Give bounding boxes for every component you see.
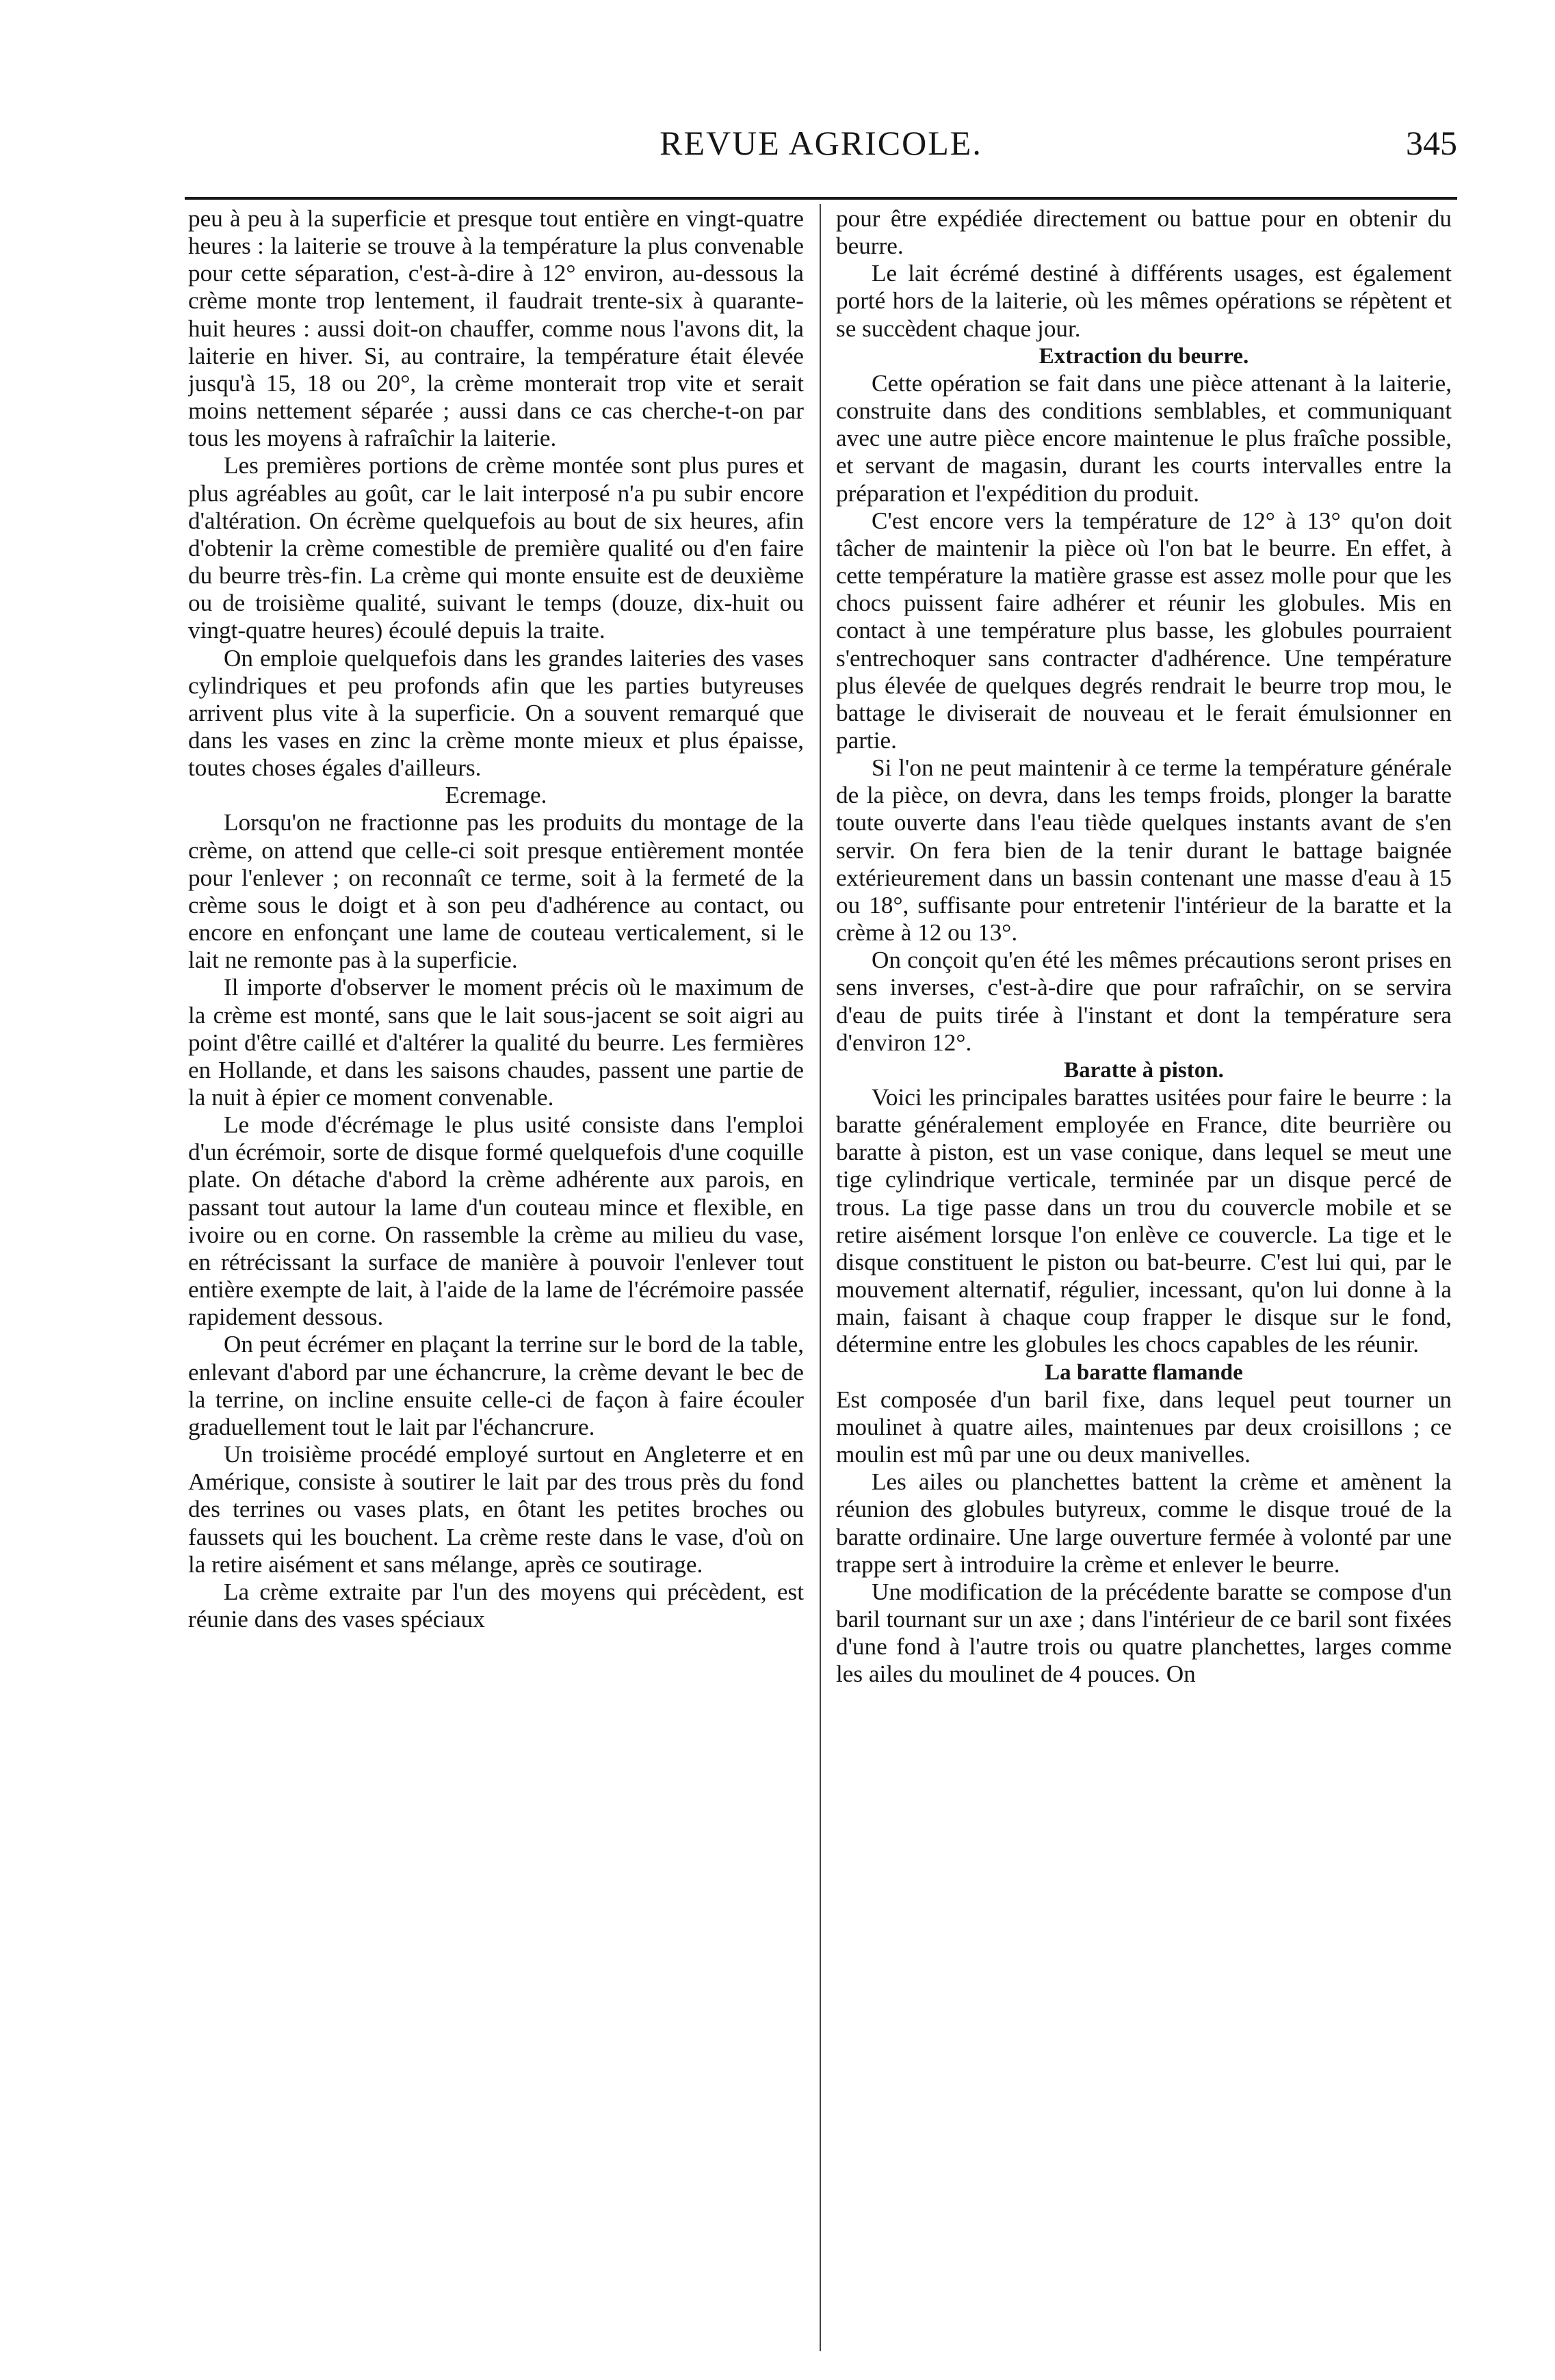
right-column [836,205,1452,2353]
section-heading-extraction: Extraction du beurre. [1038,343,1249,369]
paragraph: On peut écrémer en plaçant la terrine sur le bord de la table, enlevant d'abord par une échancrure, la crème devant le bec de la terrine, on incline ensuite celle-ci de façon à faire écouler graduellement tout le lait par l'échancrure. [188,1331,804,1440]
column-divider [820,204,821,2351]
section-heading-baratte-piston: Baratte à piston. [1064,1057,1224,1083]
paragraph: Si l'on ne peut maintenir à ce terme la température générale de la pièce, on devra, dans les temps froids, plonger la baratte toute ouverte dans l'eau tiède quelques instants avant de s'en servir. On fera bien de la tenir durant le battage baignée extérieurement dans un bassin contenant une masse d'eau à 15 ou 18°, suffisante pour entretenir l'intérieur de la baratte et la crème à 12 ou 13°. [836,754,1452,947]
paragraph: C'est encore vers la température de 12° à 13° qu'on doit tâcher de maintenir la pièce où l'on bat le beurre. En effet, à cette température la matière grasse est assez molle pour que les chocs puissent faire adhérer et réunir les globules. Mis en contact à une température plus basse, les globules pourraient s'entrechoquer sans contracter d'adhérence. Une température plus élevée de quelques degrés rendrait le beurre trop mou, le battage le diviserait de nouveau et le ferait émulsionner en partie. [836,507,1452,754]
page-number: 345 [1406,124,1457,162]
paragraph: Le mode d'écrémage le plus usité consiste dans l'emploi d'un écrémoir, sorte de disque formé quelquefois d'une coquille plate. On détache d'abord la crème adhérente aux parois, en passant tout autour la lame d'un couteau mince et flexible, en ivoire ou en corne. On rassemble la crème au milieu du vase, en rétrécissant la surface de manière à pouvoir l'enlever tout entière exempte de lait, à l'aide de la lame de l'écrémoire passée rapidement dessous. [188,1111,804,1331]
left-column [188,205,804,2353]
paragraph: Cette opération se fait dans une pièce attenant à la laiterie, construite dans des conditions semblables, et communiquant avec une autre pièce encore maintenue le plus fraîche possible, et servant de magasin, durant les courts intervalles entre la préparation et l'expédition du produit. [836,369,1452,507]
paragraph: Il importe d'observer le moment précis où le maximum de la crème est monté, sans que le lait sous-jacent se soit aigri au point d'être caillé et d'altérer la qualité du beurre. Les fermières en Hollande, et dans les saisons chaudes, passent une partie de la nuit à épier ce moment convenable. [188,974,804,1111]
paragraph: Les premières portions de crème montée sont plus pures et plus agréables au goût, car le lait interposé n'a pu subir encore d'altération. On écrème quelquefois au bout de six heures, afin d'obtenir la crème comestible de première qualité ou d'en faire du beurre très-fin. La crème qui monte ensuite est de deuxième ou de troisième qualité, suivant le temps (douze, dix-huit ou vingt-quatre heures) écoulé depuis la traite. [188,452,804,644]
paragraph: Une modification de la précédente baratte se compose d'un baril tournant sur un axe ; dans l'intérieur de ce baril sont fixées d'une fond à l'autre trois ou quatre planchettes, larges comme les ailes du moulinet de 4 pouces. On [836,1578,1452,1688]
paragraph: Les ailes ou planchettes battent la crème et amènent la réunion des globules butyreux, comme le disque troué de la baratte ordinaire. Une large ouverture fermée à volonté par une trappe sert à introduire la crème et enlever le beurre. [836,1468,1452,1578]
running-title: REVUE AGRICOLE. [659,124,982,162]
paragraph: Lorsqu'on ne fractionne pas les produits du montage de la crème, on attend que celle-ci soit presque entièrement montée pour l'enlever ; on reconnaît ce terme, soit à la fermeté de la crème sous le doigt et à son peu d'adhérence au contact, ou encore en enfonçant une lame de couteau verticalement, si le lait ne remonte pas à la superficie. [188,809,804,974]
section-heading-ecremage: Ecremage. [445,782,547,809]
section-heading-baratte-flamande: La baratte flamande [1045,1360,1243,1385]
paragraph: La crème extraite par l'un des moyens qui précèdent, est réunie dans des vases spéciaux [188,1578,804,1632]
paragraph: Un troisième procédé employé surtout en Angleterre et en Amérique, consiste à soutirer le lait par des trous près du fond des terrines ou vases plats, en ôtant les petites broches ou faussets qui les bouchent. La crème reste dans le vase, d'où on la retire aisément et sans mélange, après ce soutirage. [188,1441,804,1578]
paragraph: peu à peu à la superficie et presque tout entière en vingt-quatre heures : la laiterie se trouve à la température la plus convenable pour cette séparation, c'est-à-dire à 12° environ, au-dessous la crème monte trop lentement, il faudrait trente-six à quarante-huit heures : aussi doit-on chauffer, comme nous l'avons dit, la laiterie en hiver. Si, au contraire, la température était élevée jusqu'à 15, 18 ou 20°, la crème monterait trop vite et serait moins nettement séparée ; aussi dans ce cas cherche-t-on par tous les moyens à rafraîchir la laiterie. [188,205,804,452]
page-header [185,123,1457,178]
paragraph: On emploie quelquefois dans les grandes laiteries des vases cylindriques et peu profonds afin que les parties butyreuses arrivent plus vite à la superficie. On a souvent remarqué que dans les vases en zinc la crème monte mieux et plus épaisse, toutes choses égales d'ailleurs. [188,644,804,782]
paragraph: On conçoit qu'en été les mêmes précautions seront prises en sens inverses, c'est-à-dire que pour rafraîchir, on se servira d'eau de puits tirée à l'instant et dont la température sera d'environ 12°. [836,947,1452,1056]
paragraph: Le lait écrémé destiné à différents usages, est également porté hors de la laiterie, où les mêmes opérations se répètent et se succèdent chaque jour. [836,260,1452,342]
paragraph: Voici les principales barattes usitées pour faire le beurre : la baratte généralement employée en France, dite beurrière ou baratte à piston, est un vase conique, dans lequel se meut une tige cylindrique verticale, terminée par un disque percé de trous. La tige passe dans un trou du couvercle mobile et se retire aisément lorsque l'on enlève ce couvercle. La tige et le disque constituent le piston ou bat-beurre. C'est lui qui, par le mouvement alternatif, régulier, incessant, qu'on lui donne à la main, faisant à chaque coup frapper le disque sur le fond, détermine entre les globules les chocs capables de les réunir. [836,1084,1452,1358]
paragraph: pour être expédiée directement ou battue pour en obtenir du beurre. [836,205,1452,260]
paragraph: Est composée d'un baril fixe, dans lequel peut tourner un moulinet à quatre ailes, maintenues par deux croisillons ; ce moulin est mû par une ou deux manivelles. [836,1386,1452,1468]
header-rule [185,197,1457,200]
